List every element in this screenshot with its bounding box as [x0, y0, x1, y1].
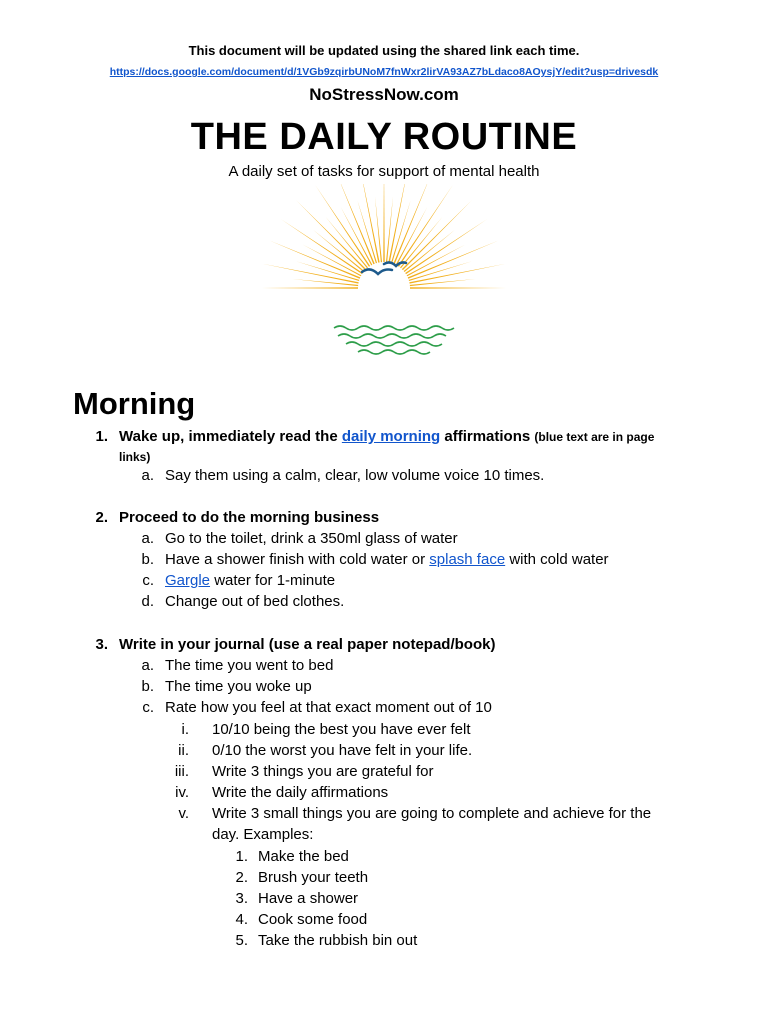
sun-ray: [386, 196, 393, 262]
example-number: 4.: [235, 911, 248, 928]
sun-ray: [383, 184, 384, 262]
blue-text-note: (blue text are in page: [534, 430, 655, 444]
list-subsubitem: Write 3 small things you are going to complete and achieve for the: [212, 805, 652, 822]
shared-document-link[interactable]: https://docs.google.com/document/d/1VGb9zqirbUNoM7fnWxr2lirVA93AZ7bLdaco8AOysjY/edit?usp=drivesdk: [109, 66, 659, 78]
list-item-journal: Write in your journal (use a real paper notepad/book): [119, 636, 496, 653]
blue-text-note-cont: links): [119, 450, 151, 464]
list-letter: a.: [141, 657, 154, 674]
example-item: Have a shower: [258, 890, 359, 907]
list-item-morning-business: Proceed to do the morning business: [119, 509, 380, 526]
page-title: THE DAILY ROUTINE: [190, 116, 578, 158]
sun-ray: [313, 230, 364, 272]
sun-ray: [410, 287, 506, 288]
list-subsubitem-cont: day. Examples:: [212, 826, 314, 843]
list-subitem: The time you went to bed: [165, 657, 334, 674]
sun-ray: [292, 279, 358, 286]
page-subtitle: A daily set of tasks for support of mental health: [228, 163, 540, 180]
sun-ray: [404, 230, 455, 272]
example-number: 5.: [235, 932, 248, 949]
list-letter: b.: [141, 678, 154, 695]
sun-ray: [388, 184, 408, 263]
list-subitem: Gargle water for 1-minute: [165, 572, 336, 589]
list-subitem: Change out of bed clothes.: [165, 593, 345, 610]
sun-ray: [337, 184, 375, 264]
example-number: 3.: [235, 890, 248, 907]
list-letter: d.: [141, 593, 154, 610]
sun-ray: [375, 196, 382, 262]
sun-ray: [326, 217, 368, 268]
example-number: 1.: [235, 848, 248, 865]
site-name: NoStressNow.com: [309, 85, 459, 104]
sun-ray: [408, 241, 499, 279]
list-roman: iv.: [175, 784, 189, 801]
daily-morning-link[interactable]: daily morning: [341, 428, 441, 445]
list-letter: a.: [141, 530, 154, 547]
list-item-wake-up: Wake up, immediately read the daily morning affirmations (blue text are in page: [119, 428, 655, 445]
list-subsubitem: 0/10 the worst you have felt in your life.: [212, 742, 473, 759]
sun-ray: [360, 184, 380, 263]
sun-ray: [410, 279, 476, 286]
example-item: Cook some food: [258, 911, 368, 928]
waves-icon: [334, 326, 454, 354]
list-number: 2.: [95, 509, 108, 526]
list-subitem: Go to the toilet, drink a 350ml glass of water: [165, 530, 458, 547]
sun-ray: [269, 241, 360, 279]
section-heading-morning: Morning: [73, 386, 196, 421]
sun-rays: [262, 184, 506, 289]
list-subsubitem: Write the daily affirmations: [212, 784, 389, 801]
list-subitem: The time you woke up: [165, 678, 312, 695]
list-subitem: Say them using a calm, clear, low volume voice 10 times.: [165, 467, 545, 484]
list-roman: v.: [178, 805, 189, 822]
sunrise-logo-icon: [262, 184, 506, 360]
example-number: 2.: [235, 869, 248, 886]
list-letter: c.: [142, 699, 154, 716]
list-number: 1.: [95, 428, 108, 445]
gargle-link[interactable]: Gargle: [165, 572, 211, 589]
splash-face-link[interactable]: splash face: [429, 551, 506, 568]
list-number: 3.: [95, 636, 108, 653]
list-letter: c.: [142, 572, 154, 589]
list-letter: a.: [141, 467, 154, 484]
example-item: Make the bed: [258, 848, 349, 865]
list-letter: b.: [141, 551, 154, 568]
list-subsubitem: Write 3 things you are grateful for: [212, 763, 434, 780]
sun-ray: [400, 217, 442, 268]
sun-ray: [262, 287, 358, 288]
list-subitem: Have a shower finish with cold water or splash face with cold water: [165, 551, 609, 568]
list-roman: i.: [181, 721, 189, 738]
example-item: Take the rubbish bin out: [258, 932, 418, 949]
list-roman: iii.: [174, 763, 189, 780]
example-item: Brush your teeth: [258, 869, 369, 886]
list-subsubitem: 10/10 being the best you have ever felt: [212, 721, 471, 738]
list-subitem: Rate how you feel at that exact moment out of 10: [165, 699, 492, 716]
list-roman: ii.: [178, 742, 189, 759]
update-notice: This document will be updated using the shared link each time.: [188, 43, 580, 58]
sun-ray: [393, 184, 431, 264]
